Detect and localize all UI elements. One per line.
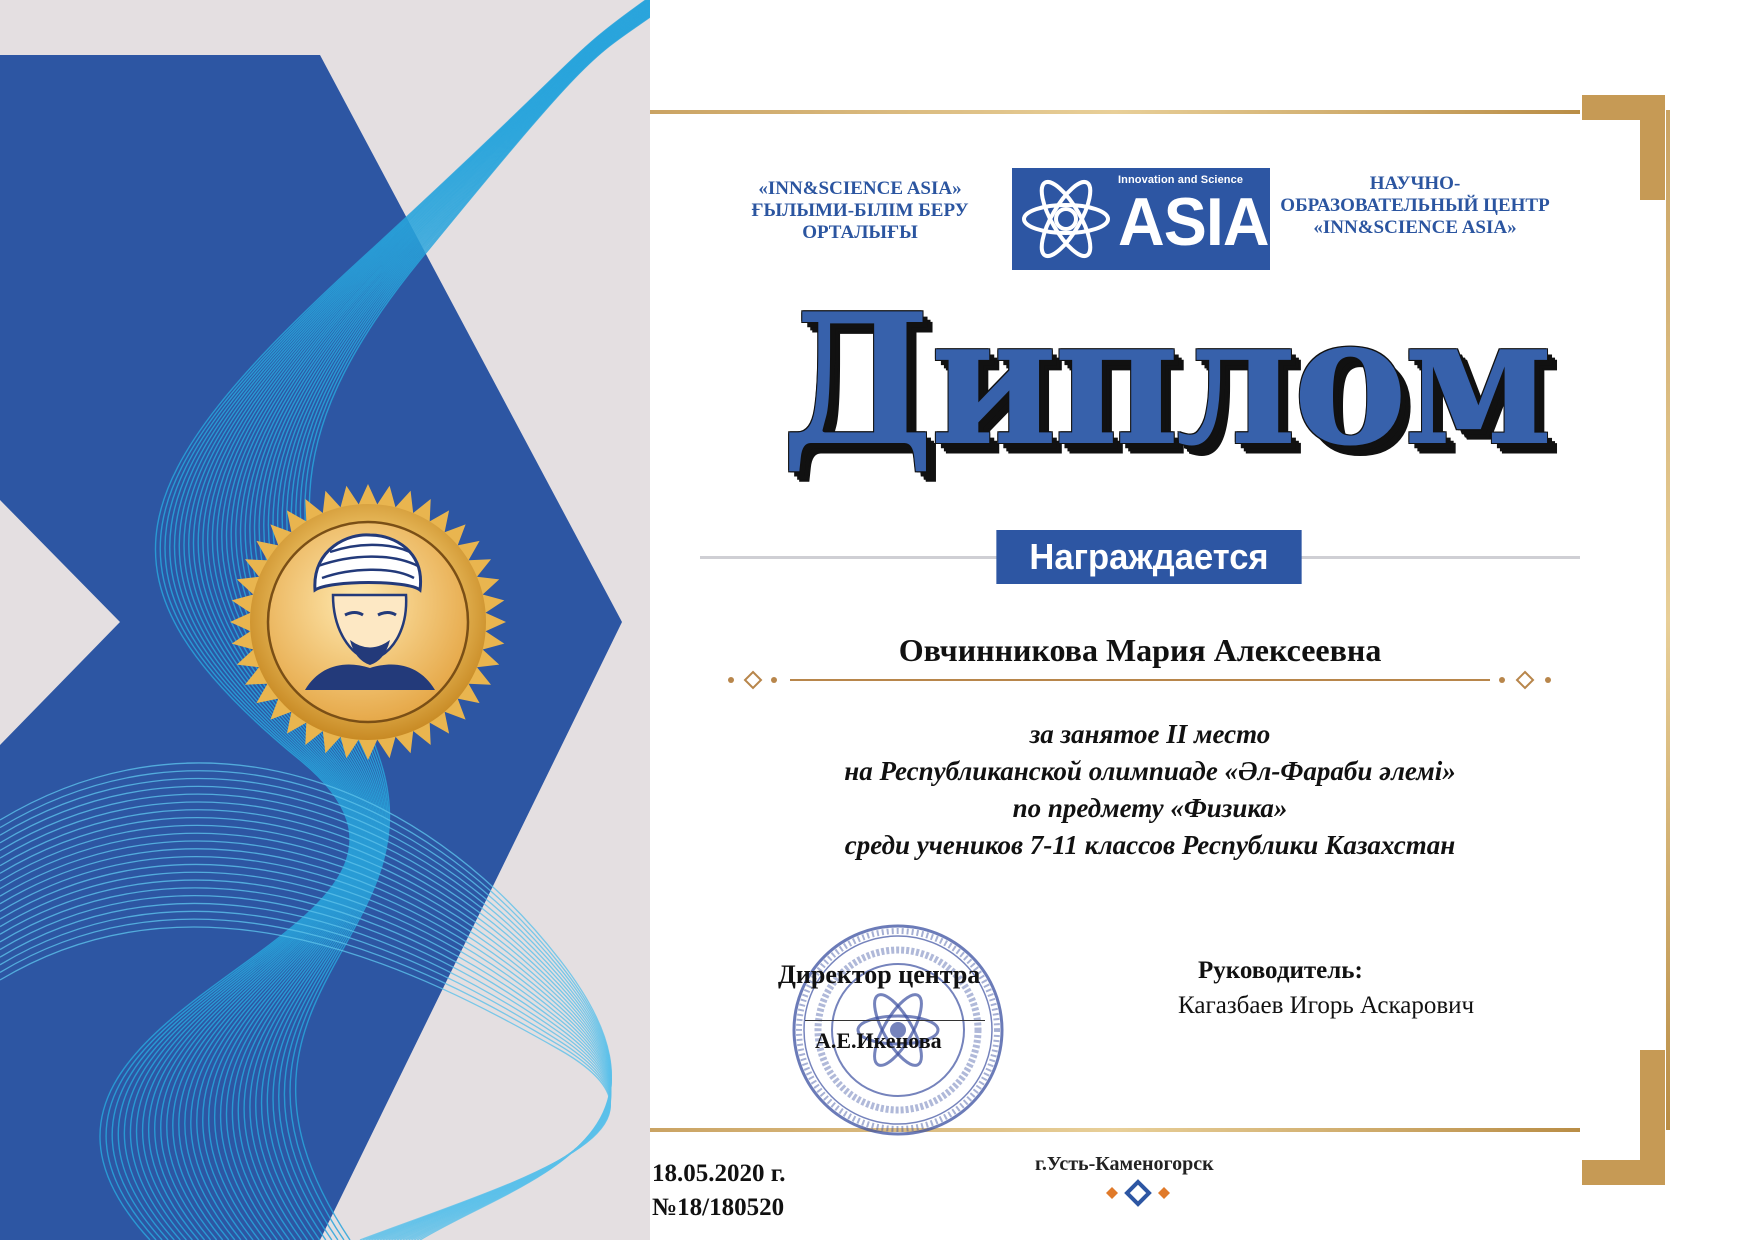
org-right-line: «INN&SCIENCE ASIA» <box>1313 217 1517 238</box>
org-left-line: ҒЫЛЫМИ-БІЛІМ БЕРУ <box>751 200 969 221</box>
portrait-medal-icon <box>230 484 506 760</box>
director-title: Директор центра <box>778 960 981 989</box>
org-left-line: «INN&SCIENCE ASIA» <box>758 178 962 199</box>
awarded-banner: Награждается <box>996 530 1301 584</box>
org-left-line: ОРТАЛЫҒЫ <box>802 222 918 243</box>
reason-line: по предмету «Физика» <box>1012 793 1288 823</box>
logo-wordmark: ASIA <box>1118 184 1269 260</box>
org-name-russian <box>1265 173 1565 239</box>
diamond-ornament-icon <box>1494 669 1558 691</box>
city-name: г.Усть-Каменогорск <box>1035 1153 1214 1175</box>
reason-line: за занятое II место <box>1029 719 1271 749</box>
atom-icon <box>1018 176 1114 262</box>
diploma-title: Диплом <box>781 272 1549 487</box>
decorative-panel <box>0 0 650 1240</box>
org-right-line: НАУЧНО- <box>1369 173 1461 194</box>
diamond-ornament-icon <box>1098 1178 1178 1208</box>
name-underline <box>790 679 1490 681</box>
award-reason <box>700 716 1600 864</box>
signature-line <box>805 1020 985 1021</box>
reason-line: на Республиканской олимпиаде «Әл-Фараби әлемі» <box>844 756 1456 786</box>
diamond-ornament-icon <box>726 669 790 691</box>
org-right-line: ОБРАЗОВАТЕЛЬНЫЙ ЦЕНТР <box>1280 195 1550 216</box>
frame-corner-ornaments <box>1570 95 1670 1195</box>
supervisor-title: Руководитель: <box>1198 957 1363 984</box>
logo-tagline: Innovation and Science <box>1118 174 1244 186</box>
reason-line: среди учеников 7-11 классов Республики Казахстан <box>844 830 1456 860</box>
supervisor-name: Кагазбаев Игорь Аскарович <box>1178 992 1475 1019</box>
issue-date: 18.05.2020 г. <box>652 1160 786 1187</box>
recipient-name: Овчинникова Мария Алексеевна <box>898 632 1382 668</box>
director-name: А.Е.Икенова <box>815 1028 942 1053</box>
frame-top-line <box>650 110 1580 114</box>
diploma-number: №18/180520 <box>652 1194 785 1221</box>
org-name-kazakh <box>730 178 990 244</box>
asia-logo <box>1012 168 1270 270</box>
